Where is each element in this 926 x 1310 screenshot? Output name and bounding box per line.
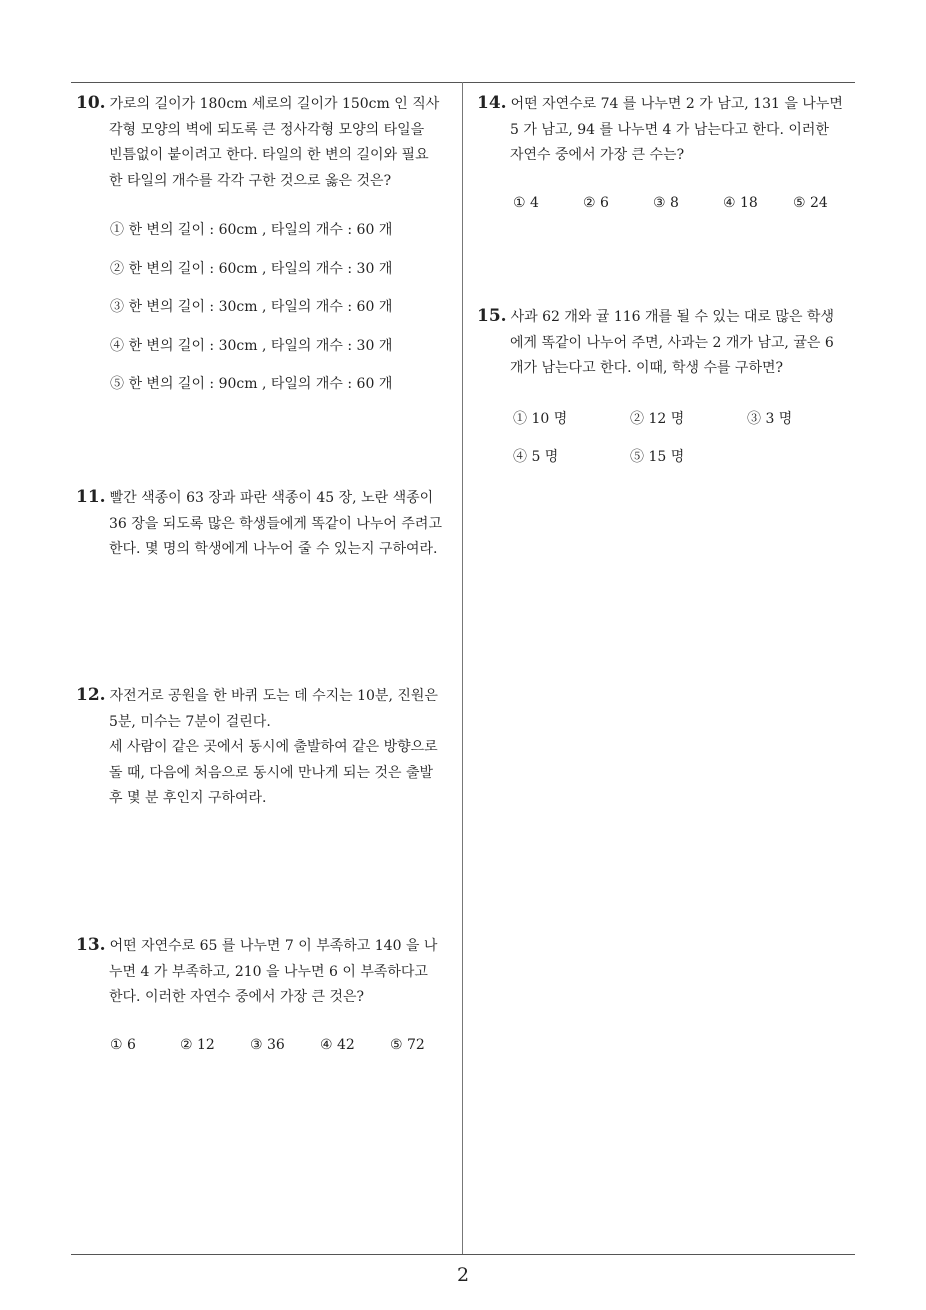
choice-5[interactable]: ⑤ 72 (390, 1037, 425, 1053)
choice-5[interactable]: ⑤ 15 명 (630, 449, 685, 465)
choices-14 (513, 195, 828, 211)
question-text-line: 5분, 미수는 7분이 걸린다. (109, 713, 271, 730)
choice-2[interactable]: ② 한 변의 길이 : 60cm , 타일의 개수 : 30 개 (110, 260, 393, 277)
question-text-line: 후 몇 분 후인지 구하여라. (109, 790, 267, 806)
question-text-line: 빈틈없이 붙이려고 한다. 타일의 한 변의 길이와 필요 (109, 147, 429, 163)
choices-15-row-2 (513, 446, 684, 466)
choices-10 (110, 220, 392, 413)
question-14 (477, 91, 861, 169)
question-text-line: 돌 때, 다음에 처음으로 동시에 만나게 되는 것은 출발 (109, 764, 434, 781)
question-12 (76, 683, 460, 812)
choice-5[interactable]: ⑤ 24 (793, 195, 828, 211)
question-number: 15. (477, 306, 507, 326)
question-number: 13. (76, 935, 106, 955)
choice-3[interactable]: ③ 8 (653, 195, 679, 211)
question-text-line: 자전거로 공원을 한 바퀴 도는 데 수지는 10분, 진원은 (109, 688, 438, 704)
choice-3[interactable]: ③ 한 변의 길이 : 30cm , 타일의 개수 : 60 개 (110, 299, 393, 315)
question-text-line: 자연수 중에서 가장 큰 수는? (510, 147, 685, 163)
question-text-line: 어떤 자연수로 65 를 나누면 7 이 부족하고 140 을 나 (109, 938, 438, 954)
choice-4[interactable]: ④ 18 (723, 195, 758, 211)
question-10 (76, 91, 460, 194)
question-11 (76, 485, 460, 563)
question-text-line: 한 타일의 개수를 각각 구한 것으로 옳은 것은? (109, 172, 392, 189)
question-text-line: 누면 4 가 부족하고, 210 을 나누면 6 이 부족하다고 (109, 963, 428, 980)
choice-2[interactable]: ② 12 명 (630, 411, 685, 427)
choice-1[interactable]: ① 6 (110, 1037, 136, 1053)
question-number: 14. (477, 93, 507, 113)
page-number: 2 (456, 1264, 470, 1286)
choices-15-row-1 (513, 408, 792, 428)
question-text-line: 어떤 자연수로 74 를 나누면 2 가 남고, 131 을 나누면 (510, 96, 843, 112)
question-text-line: 5 가 남고, 94 를 나누면 4 가 남는다고 한다. 이러한 (510, 121, 829, 138)
choice-3[interactable]: ③ 36 (250, 1037, 285, 1053)
top-rule (71, 82, 855, 83)
choices-13 (110, 1037, 425, 1053)
choice-2[interactable]: ② 12 (180, 1037, 215, 1053)
question-number: 11. (76, 487, 106, 507)
question-text-line: 한다. 몇 명의 학생에게 나누어 줄 수 있는지 구하여라. (109, 541, 438, 557)
question-text-line: 가로의 길이가 180cm 세로의 길이가 150cm 인 직사 (109, 96, 440, 112)
choice-4[interactable]: ④ 5 명 (513, 449, 559, 465)
question-text-line: 세 사람이 같은 곳에서 동시에 출발하여 같은 방향으로 (109, 739, 438, 755)
choice-2[interactable]: ② 6 (583, 195, 609, 211)
question-text-line: 개가 남는다고 한다. 이때, 학생 수를 구하면? (510, 360, 784, 376)
choice-5[interactable]: ⑤ 한 변의 길이 : 90cm , 타일의 개수 : 60 개 (110, 376, 393, 392)
choice-4[interactable]: ④ 한 변의 길이 : 30cm , 타일의 개수 : 30 개 (110, 337, 393, 354)
bottom-rule (71, 1254, 855, 1255)
question-text-line: 각형 모양의 벽에 되도록 큰 정사각형 모양의 타일을 (109, 121, 425, 138)
choice-4[interactable]: ④ 42 (320, 1037, 355, 1053)
question-13 (76, 933, 460, 1011)
choice-1[interactable]: ① 한 변의 길이 : 60cm , 타일의 개수 : 60 개 (110, 222, 393, 238)
question-text-line: 사과 62 개와 귤 116 개를 될 수 있는 대로 많은 학생 (510, 309, 834, 325)
choice-1[interactable]: ① 4 (513, 195, 539, 211)
column-divider (462, 82, 463, 1254)
question-text-line: 한다. 이러한 자연수 중에서 가장 큰 것은? (109, 989, 365, 1005)
choice-3[interactable]: ③ 3 명 (747, 411, 793, 427)
question-number: 10. (76, 93, 106, 113)
question-text-line: 36 장을 되도록 많은 학생들에게 똑같이 나누어 주려고 (109, 515, 442, 532)
question-15 (477, 304, 861, 382)
question-text-line: 에게 똑같이 나누어 주면, 사과는 2 개가 남고, 귤은 6 (510, 334, 834, 351)
question-text-line: 빨간 색종이 63 장과 파란 색종이 45 장, 노란 색종이 (109, 490, 434, 506)
choice-1[interactable]: ① 10 명 (513, 411, 568, 427)
question-number: 12. (76, 685, 106, 705)
